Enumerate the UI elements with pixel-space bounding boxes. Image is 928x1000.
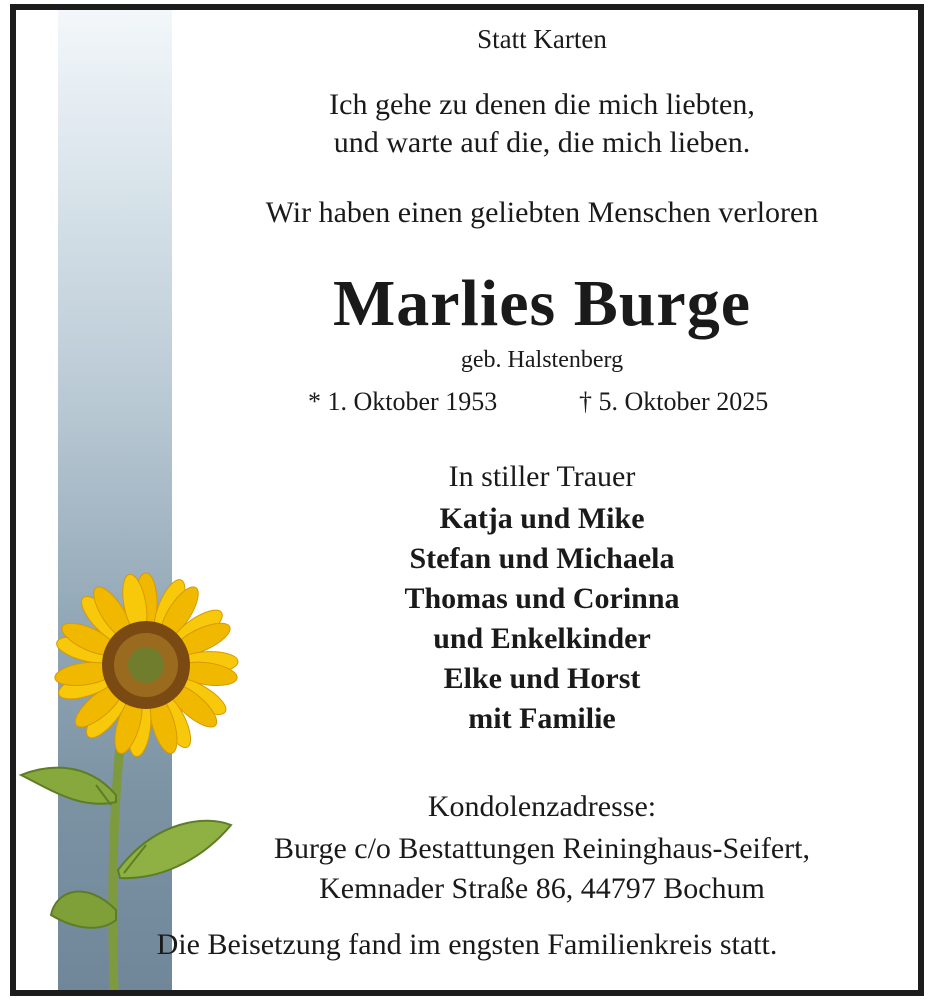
death-date: † 5. Oktober 2025 [579,387,769,416]
condolence-address-line-2: Kemnader Straße 86, 44797 Bochum [319,872,765,905]
condolence-label: Kondolenzadresse: [427,790,657,823]
burial-note: Die Beisetzung fand im engsten Familienkreis statt. [156,928,778,961]
mourning-intro: In stiller Trauer [448,460,636,493]
deceased-name: Marlies Burge [332,267,752,340]
heading: Statt Karten [477,24,607,54]
poem-line-1: Ich gehe zu denen die mich liebten, [329,88,755,121]
mourner-line: Elke und Horst [443,662,641,695]
mourner-line: und Enkelkinder [433,622,651,655]
intro-text: Wir haben einen geliebten Menschen verloren [265,196,819,229]
mourner-line: Stefan und Michaela [409,542,675,575]
mourner-line: Katja und Mike [439,502,645,535]
birth-date: * 1. Oktober 1953 [308,387,498,416]
condolence-address-line-1: Burge c/o Bestattungen Reininghaus-Seifert, [273,832,810,865]
mourner-line: Thomas und Corinna [404,582,680,615]
life-dates [166,387,918,427]
obituary-notice [10,4,924,996]
poem-line-2: und warte auf die, die mich lieben. [333,126,751,159]
mourner-line: mit Familie [468,702,616,735]
maiden-name: geb. Halstenberg [460,347,624,373]
